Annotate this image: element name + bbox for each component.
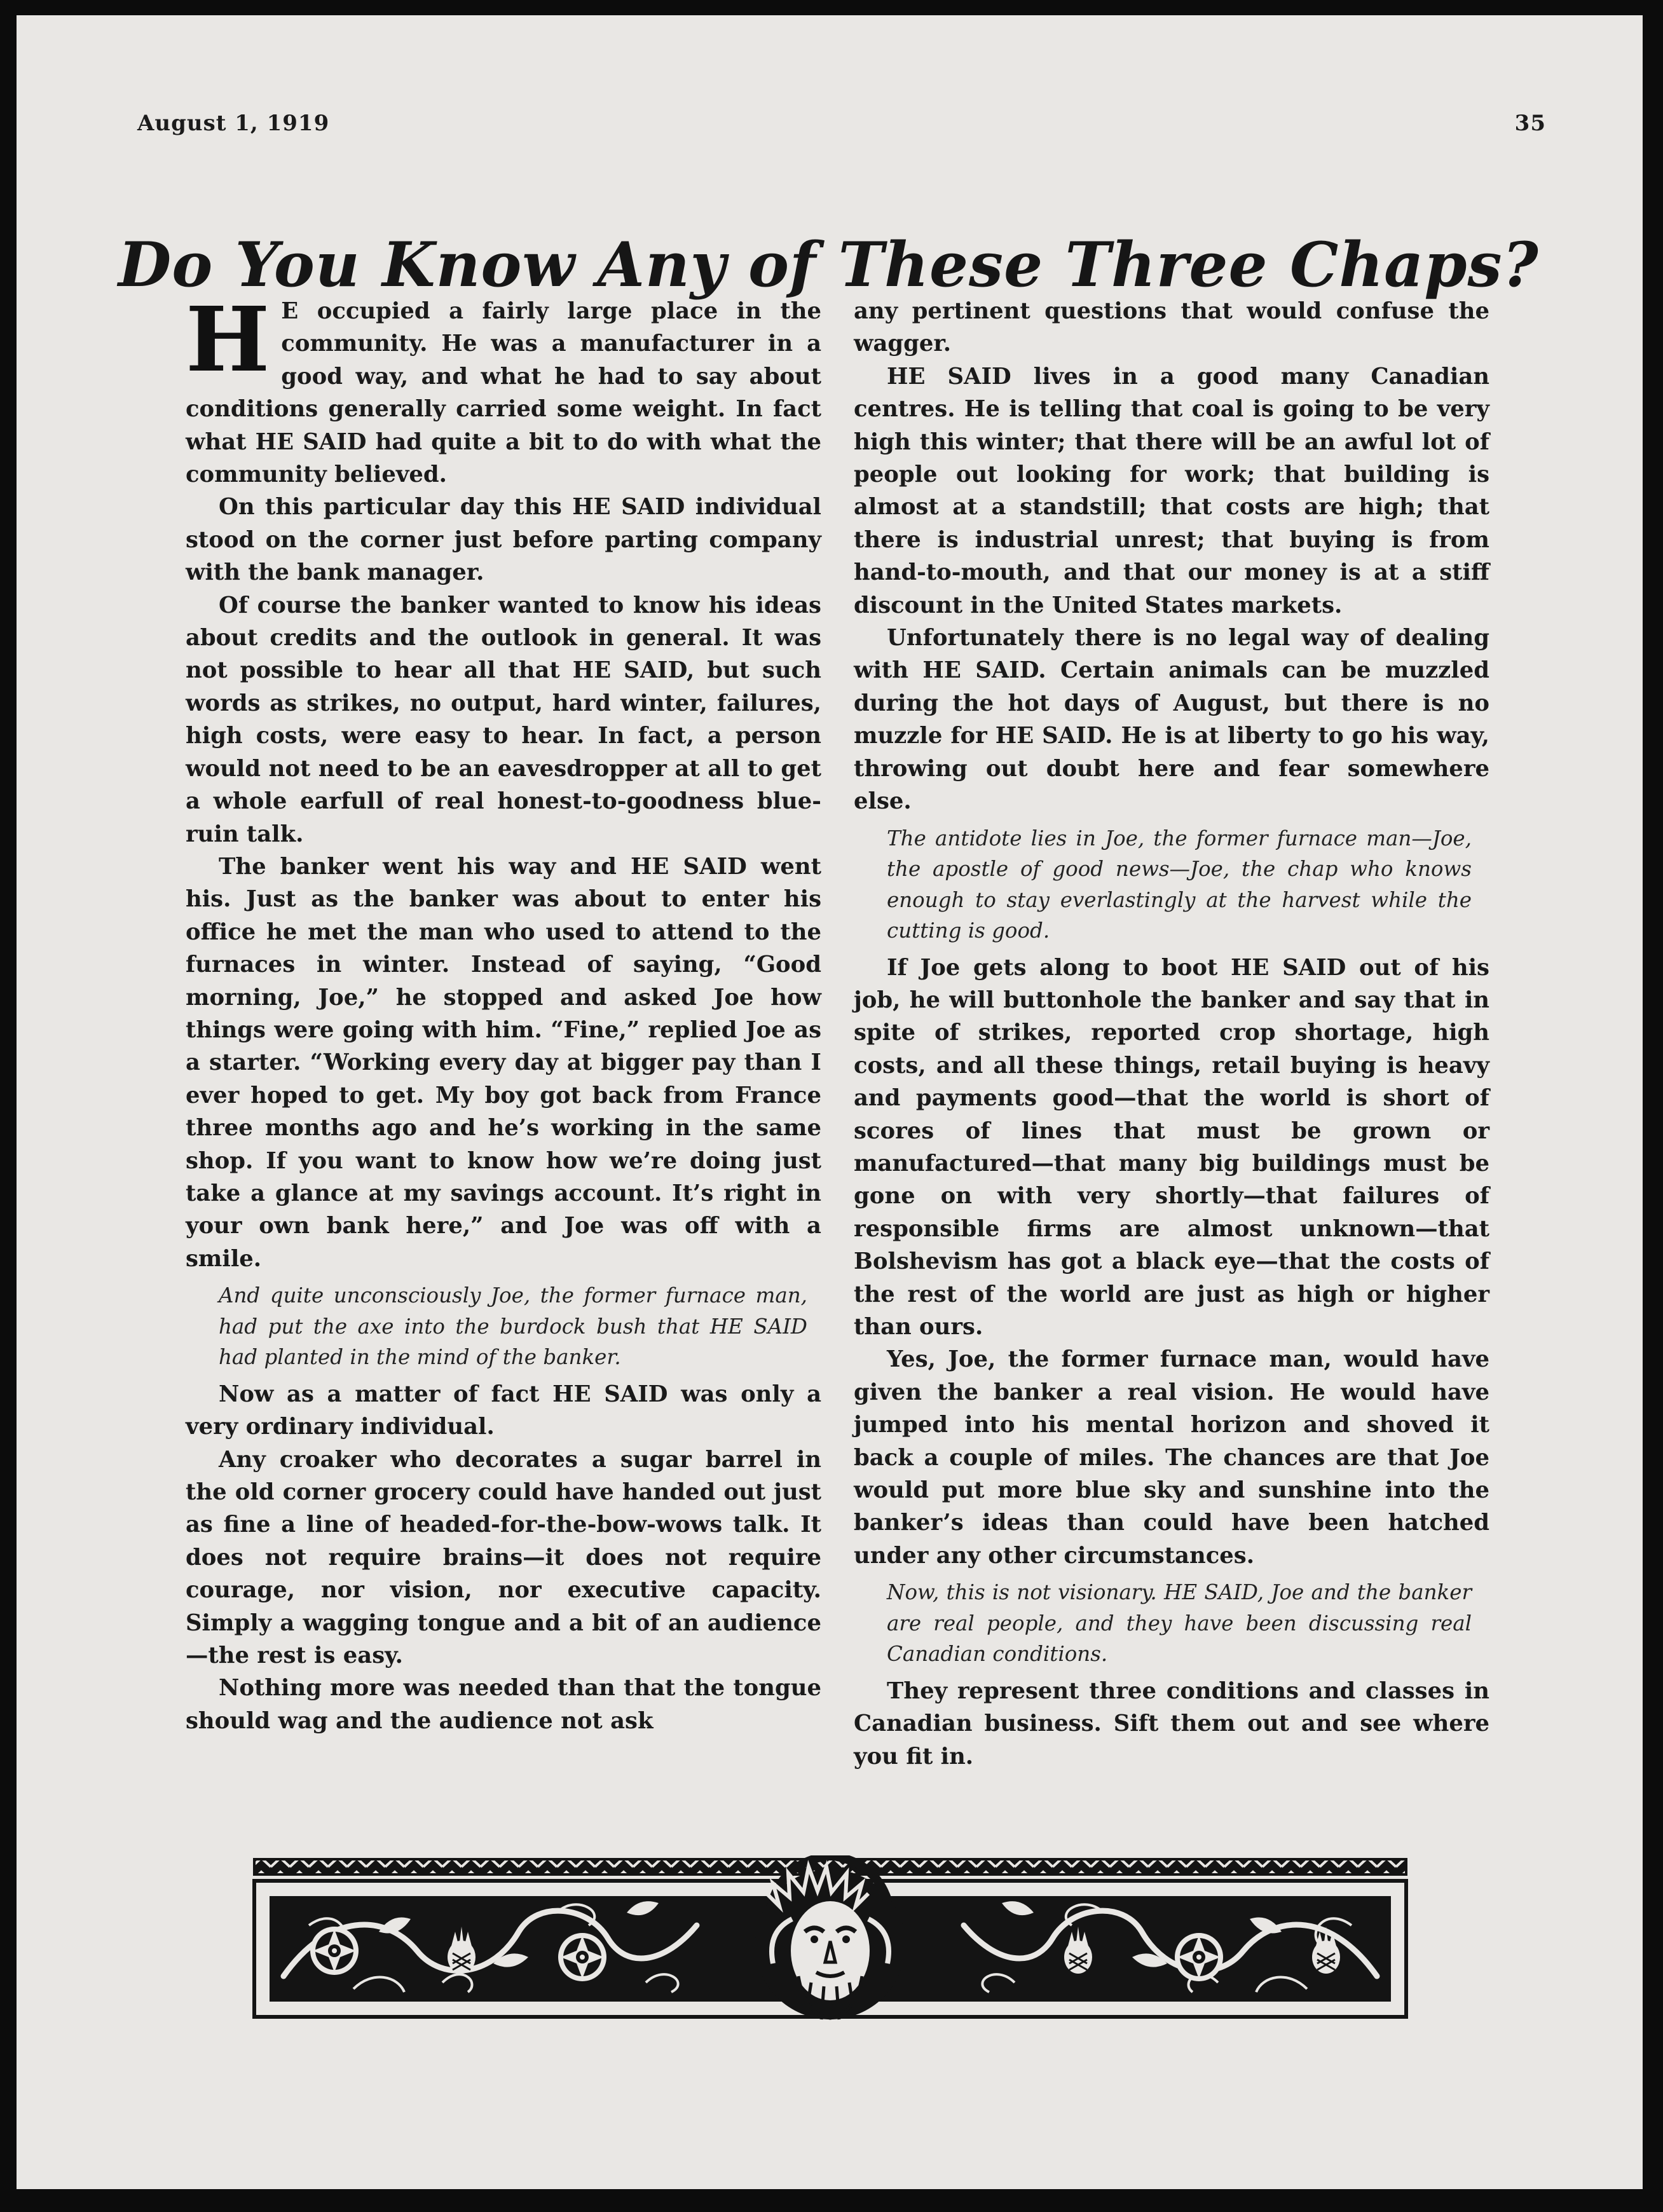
right-column — [854, 295, 1489, 1773]
article-title: Do You Know Any of These Three Chaps? — [118, 229, 1539, 301]
italic-aside: Now, this is not visionary. HE SAID, Joe and the banker are real people, and they have been discussing real Canadian conditions. — [887, 1580, 1472, 1667]
paragraph: Nothing more was needed than that the tongue should wag and the audience not ask — [186, 1675, 821, 1734]
paragraph: HE SAID lives in a good many Canadian centres. He is telling that coal is going to be very high this winter; that there will be an awful lot of people out looking for work; that building is almost at a standstill; that costs are high; that there is industrial unrest; that buying is from hand-to-mouth, and that our money is at a stiff discount in the United States markets. — [854, 363, 1489, 618]
paragraph-continued: any pertinent questions that would confuse the wagger. — [854, 298, 1489, 357]
italic-aside: The antidote lies in Joe, the former furnace man—Joe, the apostle of good news—Joe, the chap who knows enough to stay everlastingly at the harvest while the cutting is good. — [887, 826, 1472, 943]
paragraph: Any croaker who decorates a sugar barrel in the old corner grocery could have handed out just as fine a line of headed-for-the-bow-wows talk. It does not require brains—it does not require courage, nor vision, nor executive capacity. Simply a wagging tongue and a bit of an audience—the rest is easy. — [186, 1446, 821, 1669]
opening-text: E occupied a fairly large place in the community. He was a manufacturer in a good way, and what he had to say about conditions generally carried some weight. In fact what HE SAID had quite a bit to do with what the community believed. — [186, 298, 821, 488]
opening-paragraph — [186, 288, 821, 491]
paragraph: Yes, Joe, the former furnace man, would have given the banker a real vision. He would have jumped into his mental horizon and shoved it back a couple of miles. The chances are that Joe would put more blue sky and sunshine into the banker’s ideas than could have been hatched under any other circumstances. — [854, 1346, 1489, 1569]
issue-date: August 1, 1919 — [137, 111, 330, 136]
paragraph: On this particular day this HE SAID individual stood on the corner just before parting company with the bank manager. — [186, 494, 821, 586]
decorative-tailpiece — [252, 1855, 1409, 2021]
paragraph: Of course the banker wanted to know his ideas about credits and the outlook in general. It was not possible to hear all that HE SAID, but such words as strikes, no output, hard winter, failures, high costs, were easy to hear. In fact, a person would not need to be an eavesdropper at all to get a whole earfull of real honest-to-goodness blue-ruin talk. — [186, 592, 821, 847]
drop-cap: H — [186, 288, 270, 392]
italic-aside: And quite unconsciously Joe, the former furnace man, had put the axe into the burdock bush that HE SAID had planted in the mind of the banker. — [219, 1283, 807, 1370]
paragraph: They represent three conditions and classes in Canadian business. Sift them out and see where you fit in. — [854, 1677, 1489, 1770]
paragraph: Unfortunately there is no legal way of dealing with HE SAID. Certain animals can be muzzled during the hot days of August, but there is no muzzle for HE SAID. He is at liberty to go his way, throwing out doubt here and fear somewhere else. — [854, 625, 1489, 815]
paragraph: The banker went his way and HE SAID went his. Just as the banker was about to enter his office he met the man who used to attend to the furnaces in winter. Instead of saying, “Good morning, Joe,” he stopped and asked Joe how things were going with him. “Fine,” replied Joe as a starter. “Working every day at bigger pay than I ever hoped to get. My boy got back from France three months ago and he’s working in the same shop. If you want to know how we’re doing just take a glance at my savings account. It’s right in your own bank here,” and Joe was off with a smile. — [186, 853, 821, 1272]
paragraph: If Joe gets along to boot HE SAID out of his job, he will buttonhole the banker and say that in spite of strikes, reported crop shortage, high costs, and all these things, retail buying is heavy and payments good—that the world is short of scores of lines that must be grown or manufactured—that many big buildings must be gone on with very shortly—that failures of responsible firms are almost unknown—that Bolshevism has got a black eye—that the costs of the rest of the world are just as high or higher than ours. — [854, 954, 1489, 1340]
magazine-page — [17, 15, 1643, 2189]
left-column — [186, 288, 821, 1737]
page-number: 35 — [1514, 111, 1546, 136]
paragraph: Now as a matter of fact HE SAID was only a very ordinary individual. — [186, 1381, 821, 1440]
